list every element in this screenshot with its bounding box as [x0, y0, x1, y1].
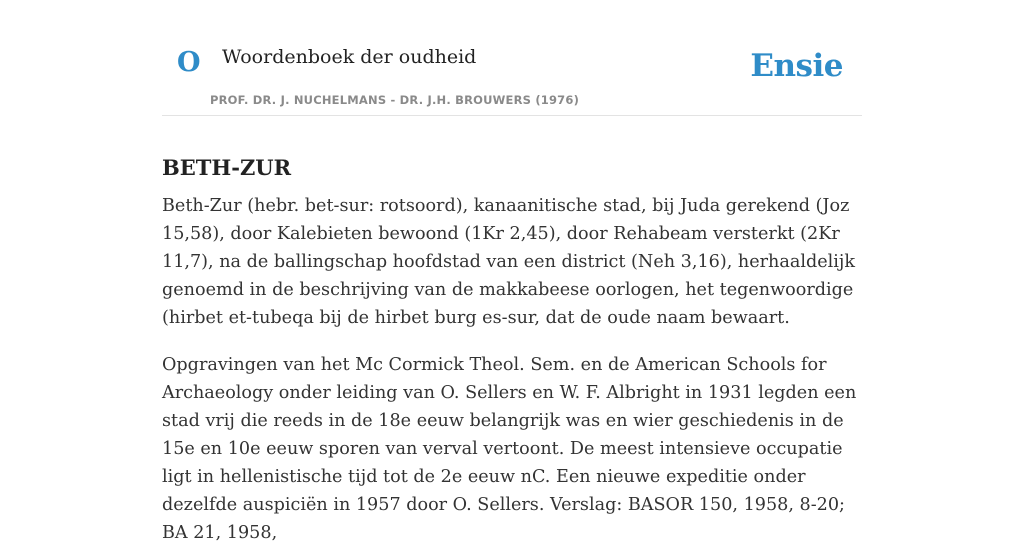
letter-index[interactable]: O — [177, 47, 201, 78]
entry-paragraph: Opgravingen van het Mc Cormick Theol. Sem. en de American Schools for Archaeology onder leiding van O. Sellers en W. F. Albright in 1931 legden een stad vrij die reeds in de 18e eeuw belangrijk was en wier geschiedenis in de 15e en 10e eeuw sporen van verval vertoont. De meest intensieve occupatie ligt in hellenistische tijd tot de 2e eeuw nC. Een nieuwe expeditie onder dezelfde auspiciën in 1957 door O. Sellers. Verslag: BASOR 150, 1958, 8-20; BA 21, 1958, — [162, 355, 857, 543]
content-container — [162, 0, 862, 543]
book-authors: PROF. DR. J. NUCHELMANS - DR. J.H. BROUWERS (1976) — [210, 93, 580, 107]
book-header — [162, 0, 862, 116]
entry-paragraph: Beth-Zur (hebr. bet-sur: rotsoord), kanaanitische stad, bij Juda gerekend (Joz 15,58), door Kalebieten bewoond (1Kr 2,45), door Rehabeam versterkt (2Kr 11,7), na de ballingschap hoofdstad van een district (Neh 3,16), herhaaldelijk genoemd in de beschrijving van de makkabeese oorlogen, het tegenwoordige (hirbet et-tubeqa bij de hirbet burg es-sur, dat de oude naam bewaart. — [162, 196, 856, 328]
entry-title: BETH-ZUR — [162, 155, 292, 181]
book-title[interactable]: Woordenboek der oudheid — [222, 46, 477, 68]
brand-logo[interactable]: Ensie — [750, 48, 843, 84]
